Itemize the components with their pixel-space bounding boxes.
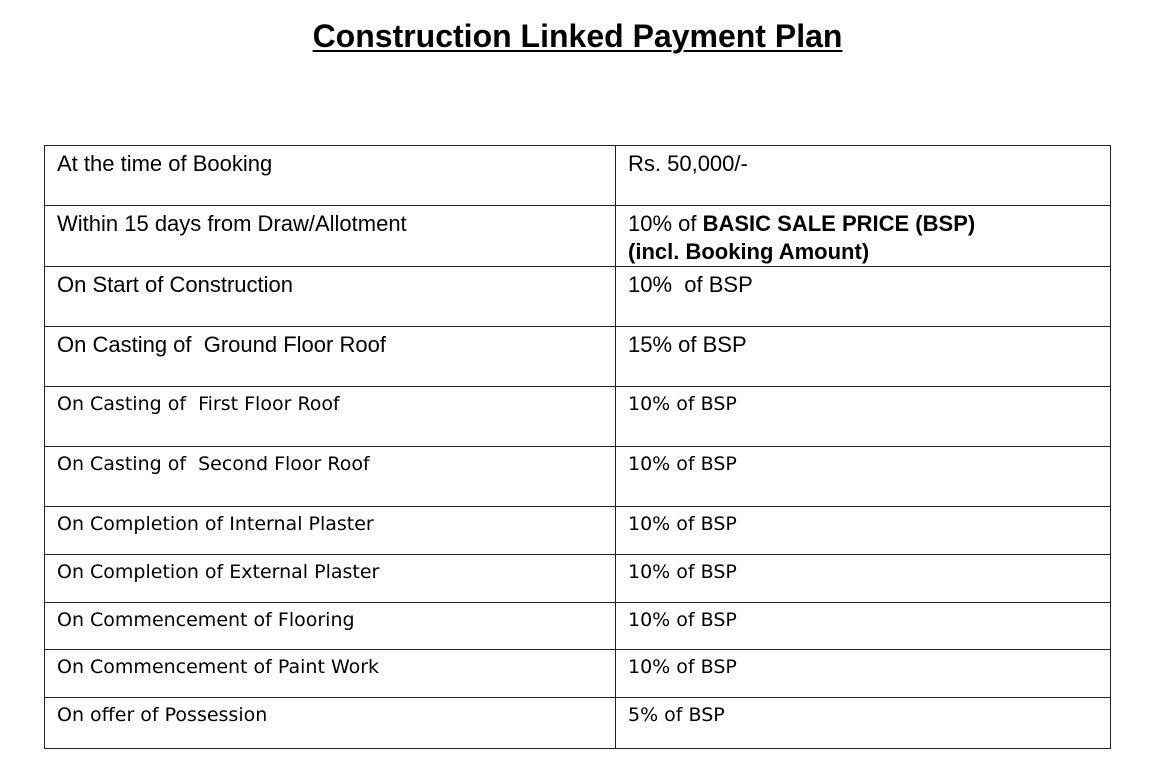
- stage-cell: On Casting of Ground Floor Roof: [45, 327, 616, 387]
- stage-cell: At the time of Booking: [45, 146, 616, 206]
- payment-cell: Rs. 50,000/-: [616, 146, 1111, 206]
- table-row: [45, 507, 1111, 555]
- payment-cell: 10% of BSP: [616, 555, 1111, 603]
- table-row: [45, 447, 1111, 507]
- payment-cell: 10% of BSP: [616, 650, 1111, 698]
- payment-cell: 10% of BSP: [616, 507, 1111, 555]
- stage-cell: On Casting of Second Floor Roof: [45, 447, 616, 507]
- payment-bold-text: BASIC SALE PRICE (BSP): [702, 211, 976, 236]
- stage-cell: On Commencement of Flooring: [45, 603, 616, 650]
- payment-note: (incl. Booking Amount): [628, 239, 870, 264]
- page-title: Construction Linked Payment Plan: [312, 18, 843, 54]
- stage-cell: On Casting of First Floor Roof: [45, 387, 616, 447]
- table-row: [45, 206, 1111, 267]
- payment-cell: 15% of BSP: [616, 327, 1111, 387]
- stage-cell: On Commencement of Paint Work: [45, 650, 616, 698]
- payment-cell: 10% of BSP: [616, 447, 1111, 507]
- table-row: [45, 327, 1111, 387]
- payment-cell: 10% of BSP: [616, 387, 1111, 447]
- payment-cell: [616, 206, 1111, 267]
- table-row: [45, 146, 1111, 206]
- table-row: [45, 650, 1111, 698]
- table-row: [45, 387, 1111, 447]
- payment-cell: 5% of BSP: [616, 698, 1111, 749]
- stage-cell: On Start of Construction: [45, 267, 616, 327]
- table-row: [45, 555, 1111, 603]
- stage-cell: Within 15 days from Draw/Allotment: [45, 206, 616, 267]
- table-row: [45, 603, 1111, 650]
- payment-prefix: 10% of: [628, 211, 703, 236]
- stage-cell: On Completion of External Plaster: [45, 555, 616, 603]
- stage-cell: On Completion of Internal Plaster: [45, 507, 616, 555]
- stage-cell: On offer of Possession: [45, 698, 616, 749]
- table-row: [45, 267, 1111, 327]
- payment-cell: 10% of BSP: [616, 267, 1111, 327]
- payment-cell: 10% of BSP: [616, 603, 1111, 650]
- table-row: [45, 698, 1111, 749]
- payment-plan-table: [44, 145, 1111, 749]
